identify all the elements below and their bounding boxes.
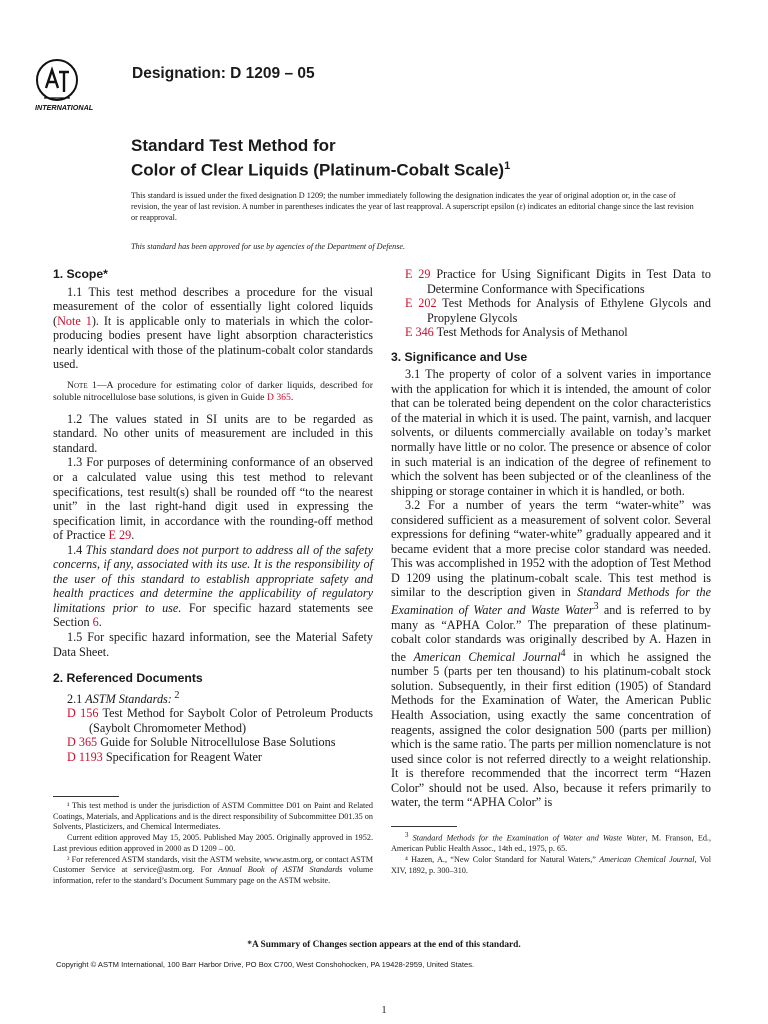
title-line-2: Color of Clear Liquids (Platinum-Cobalt Scale)$^1$ [131, 160, 511, 180]
dod-approval-note: This standard has been approved for use by agencies of the Department of Defense. [131, 242, 406, 251]
left-column [53, 267, 373, 764]
footnote-1: ¹ This test method is under the jurisdiction of ASTM Committee D01 on Paint and Related Coatings, Materials, and Applications and is the direct responsibility of Subcommittee D01.35 on Solvents, Plasticizers, and Chemical Intermediates. [53, 801, 373, 832]
title-line-1: Standard Test Method for [131, 136, 336, 155]
ref-item: E 346 Test Methods for Analysis of Methanol [405, 325, 628, 340]
note-1: Note 1—A procedure for estimating color of darker liquids, described for soluble nitrocellulose base solutions, is given in Guide D 365. [53, 379, 373, 403]
ref-item: D 1193 Specification for Reagent Water [67, 749, 262, 764]
referenced-list-continued [391, 267, 711, 340]
note-1-link[interactable]: Note 1 [57, 313, 92, 328]
astm-logo-icon [32, 54, 124, 116]
para-3-1: 3.1 The property of color of a solvent varies in importance with the application for which it is intended, the amount of color that can be tolerated being dependent on the color characteristics of the material in which it is used. The paint, varnish, and lacquer solvents, or diluents commercially available on today’s market normally have little or no color. The presence or absence of color in such material is an indication of the degree of refinement to which the solvent has been subjected or of the cleanliness of the shipping or storage container in which it is handled, or both. [391, 367, 711, 498]
footnote-2: ² For referenced ASTM standards, visit the ASTM website, www.astm.org, or contact ASTM Customer Service at service@astm.org. For Annual Book of ASTM Standards volume information, refer to the standard’s Document Summary page on the ASTM website. [53, 854, 373, 885]
ref-code-link[interactable]: E 202 [405, 296, 437, 311]
ref-item: E 202 Test Methods for Analysis of Ethylene Glycols and Propylene Glycols [405, 296, 711, 325]
ref-item: D 365 Guide for Soluble Nitrocellulose Base Solutions [67, 735, 336, 750]
astm-logo [32, 54, 124, 116]
para-2-1: 2.1 ASTM Standards: $^2$ [67, 689, 180, 706]
ref-code-link[interactable]: D 156 [67, 706, 99, 721]
para-3-2: 3.2 For a number of years the term “water-white” was considered sufficient as a measurement of solvent color. Several expressions for defining “water-white” gradually appeared and it became evident that a more precise color standard was needed. This was accomplished in 1952 with the adoption of Test Method D 1209 using the platinum-cobalt scale. This test method is similar to the description given in Standard Methods for the Examination of Water and Waste Water$^3$ and is referred to by many as “APHA Color.” The preparation of these platinum-cobalt color standards was originally described by A. Hazen in the American Chemical Journal$^4$ in which he assigned the number 5 (parts per ten thousand) to his platinum-cobalt stock solution. Subsequently, in their first edition (1905) of Standard Methods for the Examination of Water, the American Public Health Association, using exactly the same concentration of reagents, assigned the color designation 500 (parts per million) which is the same ratio. The parts per million nomenclature is not used since color is not referred directly to a weight relationship. It is therefore recommended that the incorrect term “Hazen Color” should not be used. Also, because it refers primarily to water, the term “APHA Color” is [391, 498, 711, 810]
ref-code-link[interactable]: E 29 [405, 267, 431, 281]
intro-paragraph: This standard is issued under the fixed designation D 1209; the number immediately following the designation indicates the year of original adoption or, in the case of revision, the year of last revision. A number in parentheses indicates the year of last reapproval. A superscript epsilon (ε) indicates an editorial change since the last revision or reapproval. [131, 191, 694, 222]
significance-heading: 3. Significance and Use [391, 349, 528, 364]
referenced-heading: 2. Referenced Documents [53, 671, 203, 686]
para-1-2: 1.2 The values stated in SI units are to be regarded as standard. No other units of measurement are included in this standard. [53, 411, 373, 455]
footnote-rule [391, 826, 457, 827]
para-1-3: 1.3 For purposes of determining conformance of an observed or a calculated value using this test method to relevant specifications, test result(s) shall be rounded off “to the nearest unit” in the last right-hand digit used in expressing the specification limit, in accordance with the rounding-off method of Practice E 29. [53, 455, 373, 543]
ref-code-link[interactable]: D 1193 [67, 749, 103, 764]
page-number: 1 [381, 1005, 387, 1016]
d365-link[interactable]: D 365 [266, 391, 291, 403]
footnote-1b: Current edition approved May 15, 2005. Published May 2005. Originally approved in 1952. Last previous edition approved in 2000 as D 1209 – 00. [53, 833, 373, 853]
para-1-1: 1.1 This test method describes a procedure for the visual measurement of the color of essentially light colored liquids (Note 1). It is applicable only to materials in which the color-producing bodies present have light absorption characteristics nearly identical with those of the platinum-cobalt color standards used. [53, 284, 373, 372]
section-6-link[interactable]: 6 [92, 615, 99, 630]
scope-heading: 1. Scope* [53, 267, 108, 281]
footnote-rule [53, 796, 119, 797]
para-1-4: 1.4 This standard does not purport to address all of the safety concerns, if any, associated with its use. It is the responsibility of the user of this standard to establish appropriate safety and health practices and determine the applicability of regulatory limitations prior to use. For specific hazard statements see Section 6. [53, 542, 373, 630]
e29-link[interactable]: E 29 [108, 528, 132, 543]
copyright: Copyright © ASTM International, 100 Barr Harbor Drive, PO Box C700, West Conshohocken, PA 19428-2959, United States. [56, 960, 475, 969]
summary-of-changes: *A Summary of Changes section appears at the end of this standard. [247, 940, 521, 950]
title-footnote-mark: 1 [504, 160, 511, 172]
para-1-5: 1.5 For specific hazard information, see the Material Safety Data Sheet. [53, 630, 373, 659]
svg-text:INTERNATIONAL: INTERNATIONAL [35, 103, 94, 112]
left-footnotes [53, 796, 373, 887]
footnote-3: $^3$ Standard Methods for the Examination of Water and Waste Water, M. Franson, Ed., American Public Health Assoc., 14th ed., 1975, p. 65. [391, 832, 712, 854]
footnote-4: ⁴ Hazen, A., “New Color Standard for Natural Waters,” American Chemical Journal, Vol XIV, 1892, p. 300–310. [391, 855, 712, 875]
document-title [131, 136, 510, 181]
right-column [391, 267, 711, 810]
ref-code-link[interactable]: D 365 [67, 735, 98, 750]
referenced-list [53, 706, 373, 764]
ref-item: D 156 Test Method for Saybolt Color of Petroleum Products (Saybolt Chromometer Method) [67, 706, 373, 735]
ref-code-link[interactable]: E 346 [405, 325, 434, 340]
designation: Designation: D 1209 – 05 [132, 65, 315, 82]
ref-item: E 29 Practice for Using Significant Digits in Test Data to Determine Conformance with Specifications [405, 267, 711, 296]
right-footnotes [391, 826, 711, 877]
